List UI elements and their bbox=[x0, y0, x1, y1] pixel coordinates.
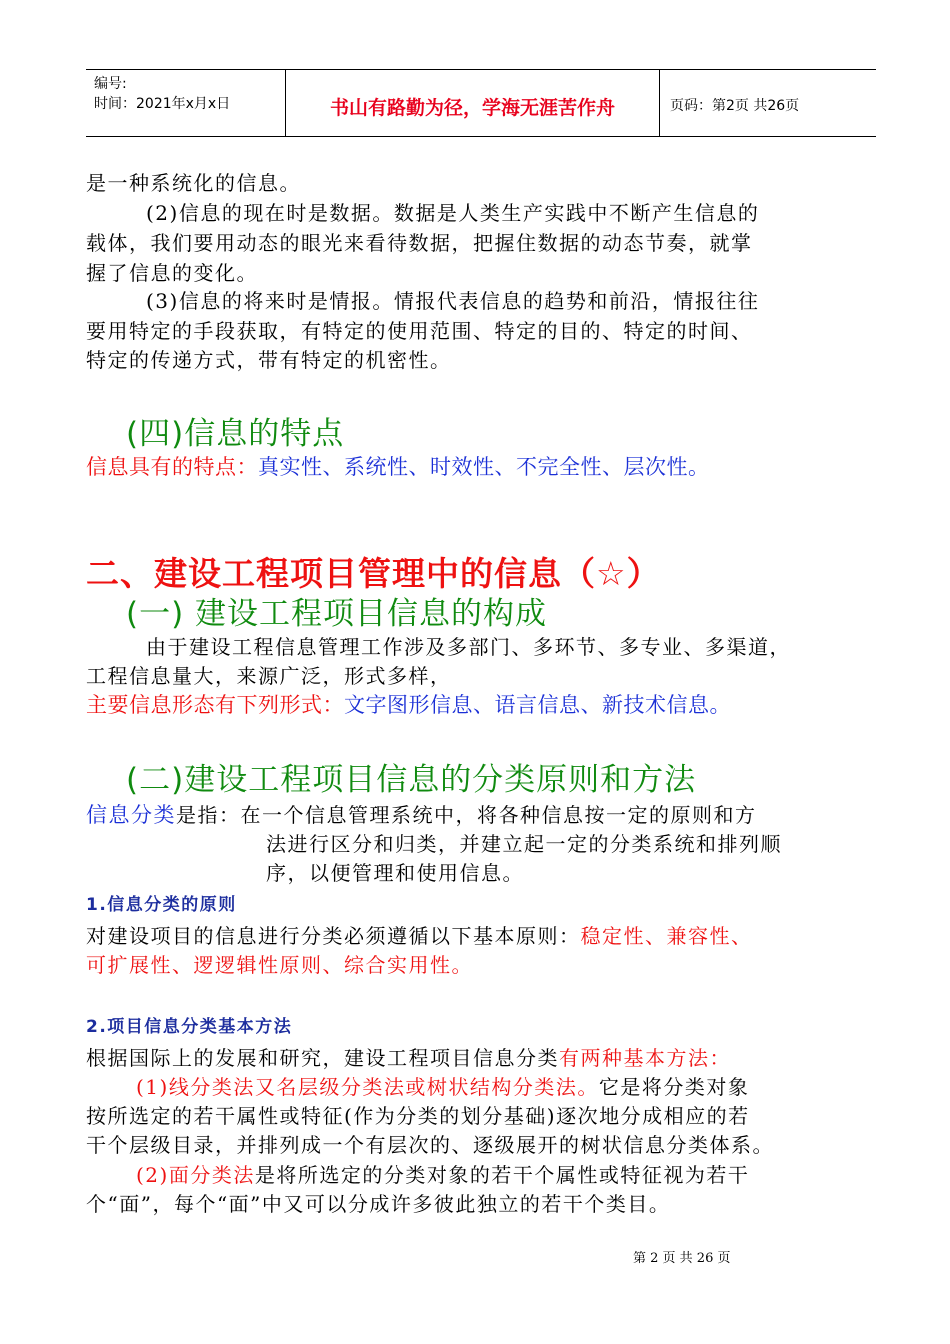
classification-line bbox=[86, 800, 757, 830]
section-heading: (一) 建设工程项目信息的构成 bbox=[126, 596, 548, 632]
methods-count: 有两种基本方法： bbox=[559, 1046, 731, 1070]
para-line: 个“面”，每个“面”中又可以分成许多彼此独立的若干个类目。 bbox=[86, 1192, 671, 1216]
para-line: 是一种系统化的信息。 bbox=[86, 171, 301, 195]
header-page-label: 页码：第2页 共26页 bbox=[670, 98, 800, 114]
method-desc: 它是将分类对象 bbox=[598, 1075, 750, 1099]
header-motto: 书山有路勤为径，学海无涯苦作舟 bbox=[286, 70, 660, 136]
para-line: 序，以便管理和使用信息。 bbox=[266, 861, 524, 885]
header-meta bbox=[86, 70, 286, 136]
principles-list-cont: 可扩展性、逻逻辑性原则、综合实用性。 bbox=[86, 953, 473, 977]
method-line bbox=[136, 1072, 749, 1102]
classification-def: 在一个信息管理系统中，将各种信息按一定的原则和方 bbox=[240, 803, 757, 827]
subsection-heading: 1.信息分类的原则 bbox=[86, 895, 237, 915]
method-name: (2)面分类法 bbox=[136, 1163, 255, 1187]
forms-label: 主要信息形态有下列形式： bbox=[86, 693, 344, 717]
chapter-heading bbox=[86, 553, 661, 595]
para-line: 载体，我们要用动态的眼光来看待数据，把握住数据的动态节奏，就掌 bbox=[86, 231, 753, 255]
para-line: 由于建设工程信息管理工作涉及多部门、多环节、多专业、多渠道， bbox=[146, 635, 791, 659]
methods-line bbox=[86, 1043, 731, 1073]
para-line: 法进行区分和归类，并建立起一定的分类系统和排列顺 bbox=[266, 832, 782, 856]
section-heading: (二)建设工程项目信息的分类原则和方法 bbox=[126, 762, 697, 798]
para-line: (3)信息的将来时是情报。情报代表信息的趋势和前沿，情报往往 bbox=[146, 289, 760, 313]
page-header bbox=[86, 69, 876, 137]
chapter-heading-end: ） bbox=[626, 554, 661, 593]
para-line: 特定的传递方式，带有特定的机密性。 bbox=[86, 348, 452, 372]
para-line: 要用特定的手段获取，有特定的使用范围、特定的目的、特定的时间、 bbox=[86, 319, 753, 343]
features-list: 真实性、系统性、时效性、不完全性、层次性。 bbox=[258, 455, 710, 479]
chapter-heading-text: 二、建设工程项目管理中的信息（ bbox=[86, 554, 596, 593]
para-line: 工程信息量大，来源广泛，形式多样， bbox=[86, 664, 452, 688]
forms-line bbox=[86, 690, 731, 720]
forms-list: 文字图形信息、语言信息、新技术信息。 bbox=[344, 693, 731, 717]
time-label: 时间：2021年x月x日 bbox=[94, 96, 231, 112]
features-label: 信息具有的特点： bbox=[86, 455, 258, 479]
star-icon: ☆ bbox=[596, 554, 627, 593]
method-desc: 是将所选定的分类对象的若干个属性或特征视为若干 bbox=[254, 1163, 750, 1187]
subsection-heading: 2.项目信息分类基本方法 bbox=[86, 1017, 293, 1037]
principles-intro: 对建设项目的信息进行分类必须遵循以下基本原则： bbox=[86, 924, 581, 948]
section-heading: (四)信息的特点 bbox=[126, 416, 345, 452]
classification-term: 信息分类 bbox=[86, 803, 176, 827]
para-line: (2)信息的现在时是数据。数据是人类生产实践中不断产生信息的 bbox=[146, 201, 760, 225]
method-line bbox=[136, 1160, 749, 1190]
principles-list: 稳定性、兼容性、 bbox=[580, 924, 753, 948]
page-footer: 第 2 页 共 26 页 bbox=[633, 1251, 731, 1266]
classification-is: 是指： bbox=[176, 803, 241, 827]
number-label: 编号: bbox=[94, 76, 127, 92]
para-line: 按所选定的若干属性或特征(作为分类的划分基础)逐次地分成相应的若 bbox=[86, 1104, 750, 1128]
methods-intro: 根据国际上的发展和研究，建设工程项目信息分类 bbox=[86, 1046, 559, 1070]
method-name: (1)线分类法又名层级分类法或树状结构分类法。 bbox=[136, 1075, 599, 1099]
principles-line bbox=[86, 921, 753, 951]
para-line: 干个层级目录，并排列成一个有层次的、逐级展开的树状信息分类体系。 bbox=[86, 1133, 774, 1157]
features-line bbox=[86, 452, 710, 482]
para-line: 握了信息的变化。 bbox=[86, 261, 258, 285]
